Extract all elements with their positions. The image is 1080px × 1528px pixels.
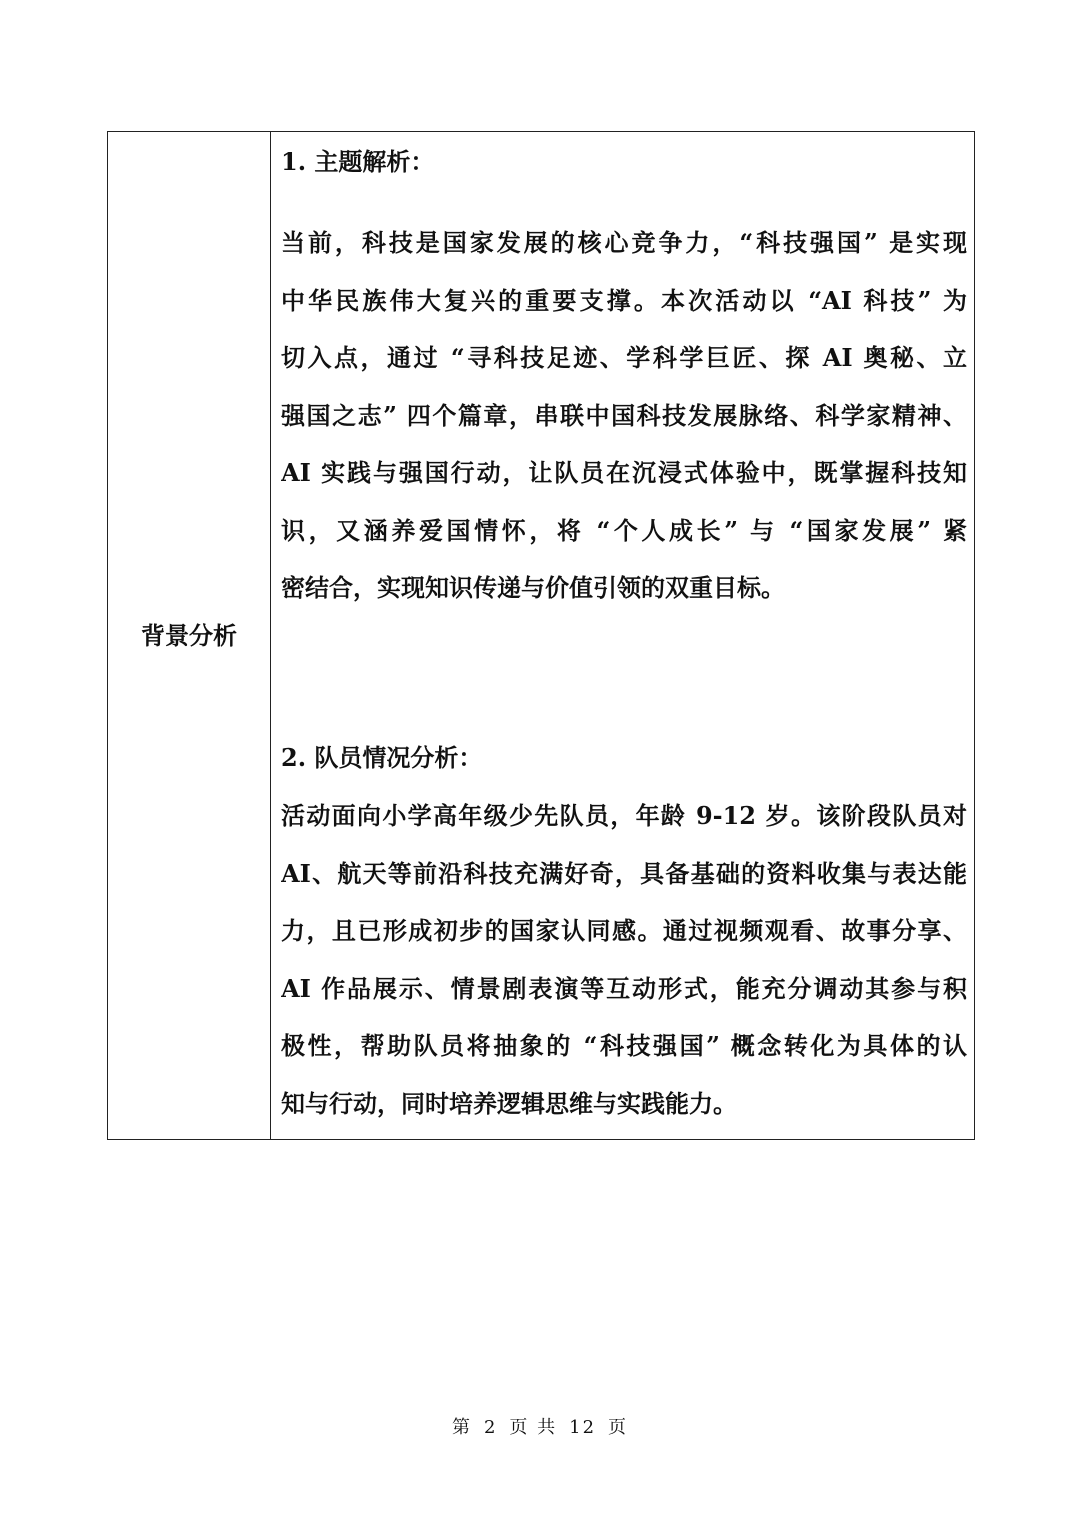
paragraph-line: 力，且已形成初步的国家认同感。通过视频观看、故事分享、	[281, 916, 967, 945]
content-cell	[271, 132, 974, 1139]
paragraph-line: 极性，帮助队员将抽象的 “科技强国” 概念转化为具体的认	[281, 1031, 967, 1060]
paragraph-line: AI 作品展示、情景剧表演等互动形式，能充分调动其参与积	[281, 973, 967, 1003]
footer-total-pages: 12	[569, 1417, 597, 1438]
label-cell	[108, 132, 271, 1139]
footer-prefix: 第	[451, 1417, 472, 1438]
section2-heading: 2. 队员情况分析：	[281, 743, 483, 772]
footer-middle: 页 共	[509, 1417, 558, 1438]
paragraph-line: 当前，科技是国家发展的核心竞争力，“科技强国” 是实现	[281, 228, 967, 257]
section1-heading: 1. 主题解析：	[281, 147, 435, 176]
footer-suffix: 页	[608, 1417, 629, 1438]
paragraph-line: 密结合，实现知识传递与价值引领的双重目标。	[281, 573, 785, 602]
paragraph-line: 活动面向小学高年级少先队员，年龄 9-12 岁。该阶段队员对	[281, 801, 967, 830]
paragraph-line: 切入点，通过 “寻科技足迹、学科学巨匠、探 AI 奥秘、立	[281, 343, 967, 372]
background-analysis-table	[107, 131, 975, 1140]
section1-paragraph	[281, 214, 967, 617]
section2-paragraph	[281, 787, 967, 1132]
paragraph-line: 强国之志” 四个篇章，串联中国科技发展脉络、科学家精神、	[281, 400, 967, 430]
paragraph-line: AI 实践与强国行动，让队员在沉浸式体验中，既掌握科技知	[281, 458, 967, 487]
paragraph-line: 知与行动，同时培养逻辑思维与实践能力。	[281, 1088, 737, 1118]
paragraph-line: AI、航天等前沿科技充满好奇，具备基础的资料收集与表达能	[281, 858, 967, 888]
page-footer	[0, 1416, 1080, 1440]
paragraph-line: 中华民族伟大复兴的重要支撑。本次活动以 “AI 科技” 为	[281, 285, 967, 315]
row-label: 背景分析	[141, 621, 237, 650]
footer-page-number: 2	[483, 1417, 498, 1438]
paragraph-line: 识，又涵养爱国情怀，将 “个人成长” 与 “国家发展” 紧	[281, 515, 967, 545]
